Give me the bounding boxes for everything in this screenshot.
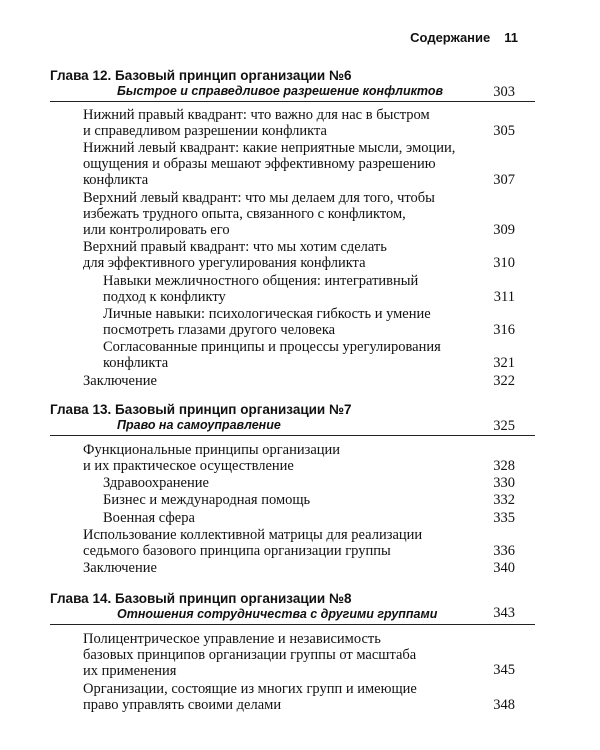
entry-line: Нижний правый квадрант: что важно для нас в быстром <box>83 107 430 123</box>
chapter-14-page: 343 <box>493 605 515 621</box>
entry-page: 328 <box>493 458 515 474</box>
entry-line: Нижний левый квадрант: какие неприятные мысли, эмоции, <box>83 140 456 156</box>
entry-line: Здравоохранение <box>103 475 209 491</box>
toc-entry[interactable] <box>83 681 417 713</box>
chapter-14-rule <box>50 624 535 625</box>
entry-line: подход к конфликту <box>103 289 226 305</box>
entry-line: Согласованные принципы и процессы урегулирования <box>103 339 441 355</box>
entry-line: Навыки межличностного общения: интегративный <box>103 273 419 289</box>
entry-page: 309 <box>493 222 515 238</box>
toc-entry[interactable] <box>103 273 418 305</box>
chapter-label: Глава 12. <box>50 68 112 83</box>
toc-entry[interactable] <box>83 107 430 139</box>
entry-line: посмотреть глазами другого человека <box>103 322 336 338</box>
page-number: 11 <box>504 30 518 45</box>
chapter-13-subtitle: Право на самоуправление <box>117 418 281 432</box>
entry-page: 332 <box>493 492 515 508</box>
chapter-12-heading[interactable] <box>50 68 352 84</box>
toc-entry[interactable] <box>83 190 435 238</box>
entry-page: 348 <box>493 697 515 713</box>
chapter-14-subtitle: Отношения сотрудничества с другими группами <box>117 607 438 621</box>
entry-page: 307 <box>493 172 515 188</box>
entry-line: и справедливом разрешении конфликта <box>83 123 327 139</box>
toc-entry[interactable] <box>103 475 209 491</box>
entry-page: 316 <box>493 322 515 338</box>
entry-line: конфликта <box>83 172 149 188</box>
chapter-label: Глава 13. <box>50 402 112 417</box>
entry-line: или контролировать его <box>83 222 230 238</box>
entry-page: 345 <box>493 662 515 678</box>
entry-page: 322 <box>493 373 515 389</box>
chapter-12-page: 303 <box>493 84 515 100</box>
entry-page: 311 <box>493 289 515 305</box>
toc-entry[interactable] <box>83 442 340 474</box>
entry-line: конфликта <box>103 355 169 371</box>
chapter-title: Базовый принцип организации №8 <box>114 591 352 606</box>
chapter-label: Глава 14. <box>50 591 112 606</box>
toc-entry[interactable] <box>103 492 310 508</box>
entry-line: Организации, состоящие из многих групп и имеющие <box>83 681 417 697</box>
toc-entry[interactable] <box>83 373 157 389</box>
chapter-title: Базовый принцип организации №7 <box>114 402 352 417</box>
entry-page: 310 <box>493 255 515 271</box>
toc-entry[interactable] <box>83 239 387 271</box>
chapter-13-heading[interactable] <box>50 402 352 418</box>
entry-line: для эффективного урегулирования конфликта <box>83 255 366 271</box>
toc-entry[interactable] <box>83 631 416 679</box>
chapter-title: Базовый принцип организации №6 <box>114 68 352 83</box>
chapter-12-subtitle: Быстрое и справедливое разрешение конфликтов <box>117 84 444 98</box>
entry-line: базовых принципов организации группы от масштаба <box>83 647 417 663</box>
toc-entry[interactable] <box>83 527 422 559</box>
entry-page: 340 <box>493 560 515 576</box>
toc-entry[interactable] <box>83 140 455 188</box>
entry-line: право управлять своими делами <box>83 697 282 713</box>
entry-line: Функциональные принципы организации <box>83 442 341 458</box>
section-title: Содержание <box>410 30 491 45</box>
chapter-13-page: 325 <box>493 418 515 434</box>
toc-entry[interactable] <box>103 306 431 338</box>
entry-line: и их практическое осуществление <box>83 458 294 474</box>
entry-line: Бизнес и международная помощь <box>103 492 311 508</box>
entry-line: Верхний левый квадрант: что мы делаем для того, чтобы <box>83 190 435 206</box>
running-header <box>410 30 518 45</box>
toc-entry[interactable] <box>83 560 157 576</box>
entry-page: 330 <box>493 475 515 491</box>
entry-page: 321 <box>493 355 515 371</box>
entry-line: Личные навыки: психологическая гибкость и умение <box>103 306 431 322</box>
entry-line: Военная сфера <box>103 510 195 526</box>
chapter-12-rule <box>50 101 535 102</box>
entry-page: 305 <box>493 123 515 139</box>
toc-entry[interactable] <box>103 339 441 371</box>
entry-line: Заключение <box>83 373 157 389</box>
entry-line: Полицентрическое управление и независимость <box>83 631 381 647</box>
entry-line: Заключение <box>83 560 157 576</box>
entry-line: седьмого базового принципа организации группы <box>83 543 391 559</box>
entry-line: Верхний правый квадрант: что мы хотим сделать <box>83 239 387 255</box>
entry-line: ощущения и образы мешают эффективному разрешению <box>83 156 436 172</box>
entry-line: Использование коллективной матрицы для реализации <box>83 527 423 543</box>
chapter-14-heading[interactable] <box>50 591 352 607</box>
chapter-13-rule <box>50 435 535 436</box>
toc-entry[interactable] <box>103 510 195 526</box>
entry-line: их применения <box>83 663 177 679</box>
entry-page: 336 <box>493 543 515 559</box>
entry-page: 335 <box>493 510 515 526</box>
entry-line: избежать трудного опыта, связанного с конфликтом, <box>83 206 406 222</box>
